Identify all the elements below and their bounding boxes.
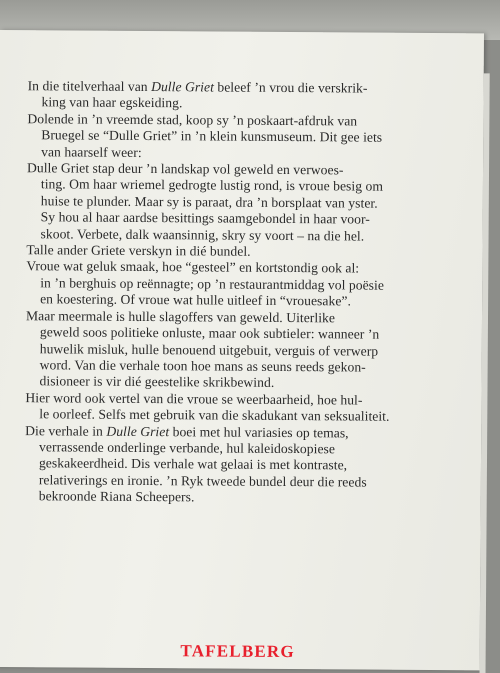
line-5: van haarself weer: [41,143,142,160]
line-3: Dolende in ’n vreemde stad, koop sy ’n poskaart-afdruk van [27,111,358,129]
line-26: bekroonde Riana Scheepers. [38,488,195,505]
line-17: huwelik misluk, hulle benouend uitgebuit, verguis of verwerp [39,340,379,359]
line-12: Vroue wat geluk smaak, hoe “gesteel” en kortstondig ook al: [26,258,360,276]
line-23: verrassende onderlinge verbande, hul kaleidoskopiese [39,439,336,457]
line-11: Talle ander Griete verskyn in dié bundel. [26,242,251,259]
line-21: le oorleef. Selfs met gebruik van die skadukant van seksualiteit. [39,406,390,424]
line-4: Bruegel se “Dulle Griet” in ’n klein kunsmuseum. Dit gee iets [41,127,383,145]
line-25: relativerings en ironie. ’n Ryk tweede bundel deur die reeds [38,472,367,490]
line-13: in ’n berghuis op reënnagte; op ’n restaurantmiddag vol poësie [40,275,385,293]
line-24: geskakeerdheid. Dis verhale wat gelaai is met kontraste, [38,455,348,473]
line-19: disioneer is vir dié geestelike skrikbewind. [39,373,275,391]
publisher-logo: TAFELBERG [180,641,295,662]
line-9: Sy hou al haar aardse besittings saamgebondel in haar voor- [40,209,370,227]
line-18: word. Van die verhale toon hoe mans as seuns reeds gekon- [39,357,366,375]
line-1: In die titelverhaal van Dulle Griet beleef ’n vrou die verskrik- [27,78,368,96]
line-8: huise te plunder. Maar sy is paraat, dra ’n borsplaat van yster. [40,193,378,211]
line-14: en koestering. Of vroue wat hulle uitleef in “vrouesake”. [40,291,352,309]
line-10: skoot. Verbete, dalk waansinnig, skry sy voort – na die hel. [40,225,365,244]
line-16: geweld soos politieke onluste, maar ook subtieler: wanneer ’n [39,324,380,342]
line-20: Hier word ook vertel van die vroue se weerbaarheid, hoe hul- [25,389,363,408]
blurb-text [25,78,462,508]
book-back-cover [0,30,484,670]
line-2: king van haar egskeiding. [41,94,183,111]
line-15: Maar meermale is hulle slagoffers van geweld. Uiterlike [25,307,336,326]
line-7: ting. Om haar wriemel gedrogte lustig rond, is vroue besig om [40,176,384,195]
line-6: Dulle Griet stap deur ’n landskap vol geweld en verwoes- [26,160,344,178]
page-edge [480,73,490,673]
line-22: Die verhale in Dulle Griet boei met hul variasies op temas, [25,422,349,440]
